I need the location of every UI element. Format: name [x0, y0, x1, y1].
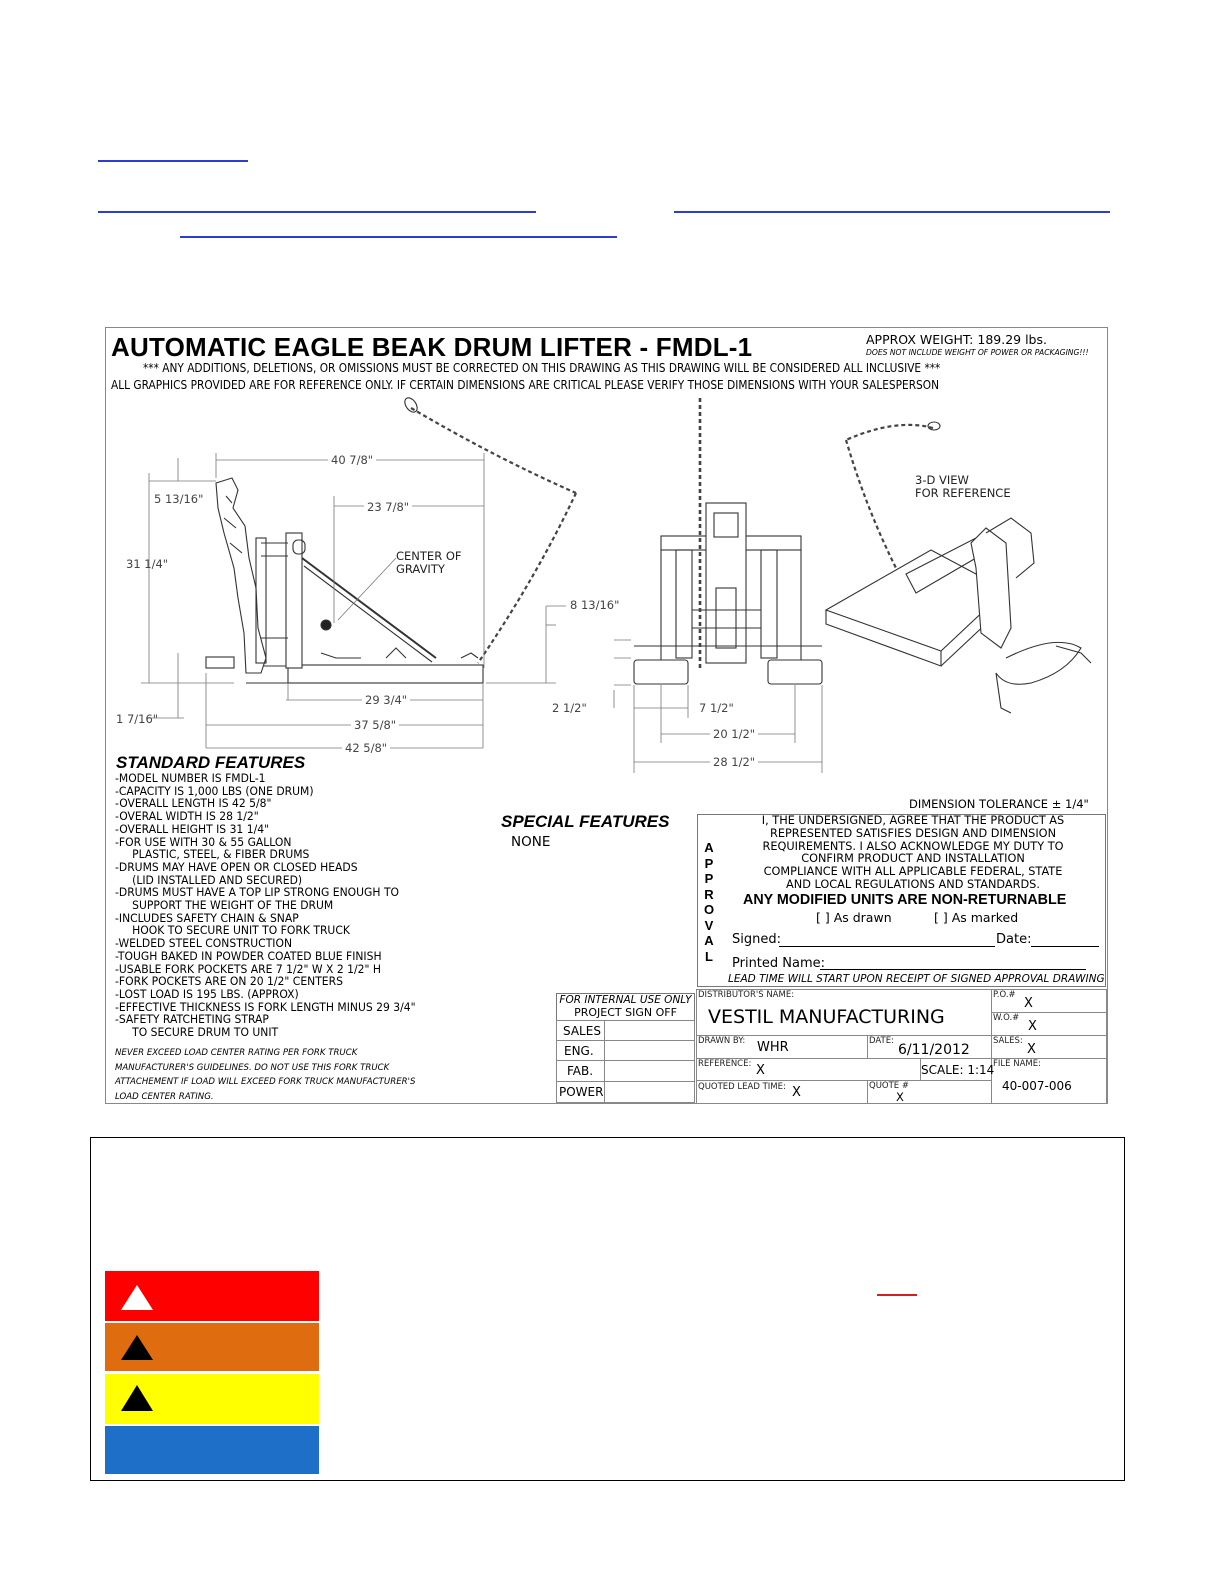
approval-letter: P: [704, 855, 714, 871]
internal-row: [604, 1020, 695, 1041]
approval-letter: P: [704, 871, 714, 886]
feature-item: -LOST LOAD IS 195 LBS. (APPROX): [115, 986, 299, 1001]
dim-7-1-2: 7 1/2": [696, 701, 737, 715]
dim-29-3-4: 29 3/4": [362, 693, 410, 707]
link-underline-3[interactable]: [674, 211, 1110, 213]
approval-letter: L: [705, 948, 713, 964]
internal-header-line: FOR INTERNAL USE ONLY: [559, 994, 692, 1006]
approval-statement-line: CONFIRM PRODUCT AND INSTALLATION: [801, 852, 1025, 866]
feature-item: -EFFECTIVE THICKNESS IS FORK LENGTH MINUS 29 3/4": [115, 999, 416, 1014]
date-value: 6/11/2012: [898, 1042, 970, 1058]
file-name-label: FILE NAME:: [993, 1059, 1041, 1069]
approval-letter: V: [704, 917, 714, 933]
feature-item: -INCLUDES SAFETY CHAIN & SNAP: [115, 910, 299, 925]
link-underline-1[interactable]: [98, 160, 248, 162]
cog-label-2: GRAVITY: [396, 562, 445, 576]
as-marked-checkbox[interactable]: [ ] As marked: [934, 910, 1019, 925]
approval-statement: [724, 815, 1102, 892]
feature-item: -SAFETY RATCHETING STRAP: [115, 1012, 269, 1027]
alert-triangle-icon: [105, 1271, 319, 1321]
dim-37-5-8: 37 5/8": [351, 718, 399, 732]
reference-label: REFERENCE:: [698, 1059, 752, 1069]
po-label: P.O.#: [993, 990, 1016, 1000]
dim-28-1-2: 28 1/2": [710, 755, 758, 769]
internal-use-header: [556, 994, 695, 1019]
link-underline-4[interactable]: [180, 236, 617, 238]
approval-statement-line: REPRESENTED SATISFIES DESIGN AND DIMENSION: [769, 826, 1057, 840]
internal-row: [604, 1081, 695, 1103]
notice-bar-graphic: [105, 1426, 319, 1474]
drawn-by-value: WHR: [757, 1040, 789, 1055]
feature-item: PLASTIC, STEEL, & FIBER DRUMS: [115, 847, 310, 862]
notice-signal-bar: [105, 1426, 319, 1474]
scale-value: SCALE: 1:14: [921, 1063, 995, 1077]
approval-vertical: [703, 840, 715, 964]
sales-value: X: [1027, 1042, 1036, 1057]
dim-23-7-8: 23 7/8": [364, 500, 412, 514]
feature-item: -FORK POCKETS ARE ON 20 1/2" CENTERS: [115, 974, 343, 989]
feature-item: TO SECURE DRUM TO UNIT: [115, 1025, 279, 1040]
internal-row: [604, 1060, 695, 1082]
dim-5-13-16: 5 13/16": [154, 492, 204, 506]
wo-value: X: [1028, 1019, 1037, 1034]
dim-2-1-2: 2 1/2": [552, 701, 587, 715]
dim-1-7-16: 1 7/16": [116, 712, 159, 726]
approval-letter: A: [704, 840, 714, 855]
feature-item: HOOK TO SECURE UNIT TO FORK TRUCK: [115, 923, 350, 938]
sales-label: SALES:: [993, 1036, 1023, 1046]
internal-row: [604, 1040, 695, 1061]
standard-features-title: STANDARD FEATURES: [116, 753, 306, 772]
feature-item: -DRUMS MAY HAVE OPEN OR CLOSED HEADS: [115, 859, 358, 874]
distributor-value: VESTIL MANUFACTURING: [708, 1006, 945, 1028]
feature-item: -CAPACITY IS 1,000 LBS (ONE DRUM): [115, 783, 314, 798]
non-returnable-notice: ANY MODIFIED UNITS ARE NON-RETURNABLE: [743, 892, 1067, 908]
date-line[interactable]: [1031, 946, 1099, 947]
caution-signal-bar: [105, 1374, 319, 1424]
quote-value: X: [896, 1090, 904, 1104]
view-3d-label-1: 3-D VIEW: [915, 473, 969, 487]
signed-label: Signed:: [732, 932, 781, 947]
notice-additions: *** ANY ADDITIONS, DELETIONS, OR OMISSIONS MUST BE CORRECTED ON THIS DRAWING AS THIS DRAWING WILL BE CONSIDERED ALL INCLUSIVE ***: [143, 361, 941, 375]
approval-letter: R: [704, 886, 714, 902]
internal-header-line: PROJECT SIGN OFF: [574, 1005, 677, 1019]
feature-item: SUPPORT THE WEIGHT OF THE DRUM: [115, 898, 334, 913]
drawing-title: AUTOMATIC EAGLE BEAK DRUM LIFTER - FMDL-1: [111, 332, 753, 362]
signed-line[interactable]: [779, 946, 995, 947]
feature-item: -MODEL NUMBER IS FMDL-1: [115, 771, 266, 785]
weight-note: DOES NOT INCLUDE WEIGHT OF POWER OR PACKAGING!!!: [866, 348, 1089, 357]
dim-40-7-8: 40 7/8": [328, 453, 376, 467]
feature-item: -USABLE FORK POCKETS ARE 7 1/2" W X 2 1/2" H: [115, 961, 381, 976]
internal-fab-label: FAB.: [567, 1064, 594, 1078]
link-underline-2[interactable]: [98, 211, 536, 213]
feature-item: -WELDED STEEL CONSTRUCTION: [115, 936, 293, 951]
internal-power-label: POWER: [559, 1085, 604, 1099]
dimension-tolerance: DIMENSION TOLERANCE ± 1/4": [909, 797, 1089, 811]
drawing-sheet: [105, 327, 1108, 1104]
load-center-note: [115, 1046, 415, 1104]
feature-item: -OVERAL WIDTH IS 28 1/2": [115, 809, 259, 824]
approval-letter: A: [704, 933, 714, 948]
load-note-line: MANUFACTURER'S GUIDELINES. DO NOT USE THIS FORK TRUCK: [115, 1062, 390, 1073]
as-drawn-checkbox[interactable]: [ ] As drawn: [816, 910, 892, 925]
drawn-by-label: DRAWN BY:: [698, 1036, 746, 1046]
red-underline-mark: [877, 1294, 917, 1296]
approx-weight: APPROX WEIGHT: 189.29 lbs.: [866, 332, 1047, 347]
approval-statement-line: COMPLIANCE WITH ALL APPLICABLE FEDERAL, STATE: [763, 865, 1063, 879]
approval-statement-line: I, THE UNDERSIGNED, AGREE THAT THE PRODUCT AS: [761, 814, 1065, 827]
load-note-line: NEVER EXCEED LOAD CENTER RATING PER FORK TRUCK: [115, 1048, 358, 1058]
alert-triangle-icon: [105, 1374, 319, 1424]
printed-name-label: Printed Name:: [732, 956, 826, 971]
lead-time-note: LEAD TIME WILL START UPON RECEIPT OF SIGNED APPROVAL DRAWING: [728, 973, 1105, 985]
feature-item: -OVERALL HEIGHT IS 31 1/4": [115, 821, 270, 836]
front-view: [634, 503, 822, 684]
internal-eng-label: ENG.: [564, 1044, 594, 1058]
cog-label-1: CENTER OF: [396, 549, 462, 563]
quote-label: QUOTE #: [869, 1081, 909, 1091]
reference-value: X: [756, 1063, 765, 1078]
feature-item: -DRUMS MUST HAVE A TOP LIP STRONG ENOUGH TO: [115, 885, 400, 900]
special-features-title: SPECIAL FEATURES: [501, 812, 670, 831]
notice-fill: [105, 1426, 319, 1474]
load-note-line: ATTACHEMENT IF LOAD WILL EXCEED FORK TRUCK MANUFACTURER'S: [115, 1077, 416, 1087]
approval-letter: O: [703, 902, 715, 917]
danger-signal-bar: [105, 1271, 319, 1321]
side-dimensions: [141, 453, 566, 748]
notice-graphics: ALL GRAPHICS PROVIDED ARE FOR REFERENCE ONLY. IF CERTAIN DIMENSIONS ARE CRITICAL PLEASE VERIFY THOSE DIMENSIONS WITH YOUR SALESPERSON: [111, 378, 940, 392]
feature-item: -TOUGH BAKED IN POWDER COATED BLUE FINISH: [115, 948, 382, 963]
feature-item: -OVERALL LENGTH IS 42 5/8": [115, 796, 272, 811]
alert-triangle-icon: [105, 1323, 319, 1371]
internal-sales-label: SALES: [563, 1024, 601, 1038]
wo-label: W.O.#: [993, 1013, 1020, 1023]
printed-name-line[interactable]: [820, 969, 1086, 970]
side-view: [206, 478, 483, 683]
file-name-value: 40-007-006: [1002, 1079, 1072, 1093]
po-value: X: [1024, 996, 1033, 1011]
dim-20-1-2: 20 1/2": [710, 727, 758, 741]
quoted-lead-value: X: [792, 1085, 801, 1100]
feature-item: -FOR USE WITH 30 & 55 GALLON: [115, 834, 292, 849]
iso-view: [826, 518, 1091, 713]
dim-31-1-4: 31 1/4": [126, 557, 169, 571]
standard-features-list: [115, 772, 438, 1039]
dim-42-5-8: 42 5/8": [342, 741, 390, 755]
quoted-lead-label: QUOTED LEAD TIME:: [698, 1082, 786, 1092]
approval-statement-line: AND LOCAL REGULATIONS AND STANDARDS.: [786, 877, 1040, 891]
approval-statement-line: REQUIREMENTS. I ALSO ACKNOWLEDGE MY DUTY TO: [762, 839, 1064, 853]
load-note-line: LOAD CENTER RATING.: [115, 1091, 214, 1102]
date-label: Date:: [996, 932, 1032, 947]
date-field-label: DATE:: [869, 1036, 894, 1046]
feature-item: (LID INSTALLED AND SECURED): [115, 872, 303, 887]
distributor-label: DISTRIBUTOR'S NAME:: [698, 990, 795, 1000]
view-3d-label-2: FOR REFERENCE: [915, 486, 1011, 500]
dim-8-13-16: 8 13/16": [570, 598, 620, 612]
warning-signal-bar: [105, 1323, 319, 1371]
special-features-value: NONE: [511, 834, 551, 850]
